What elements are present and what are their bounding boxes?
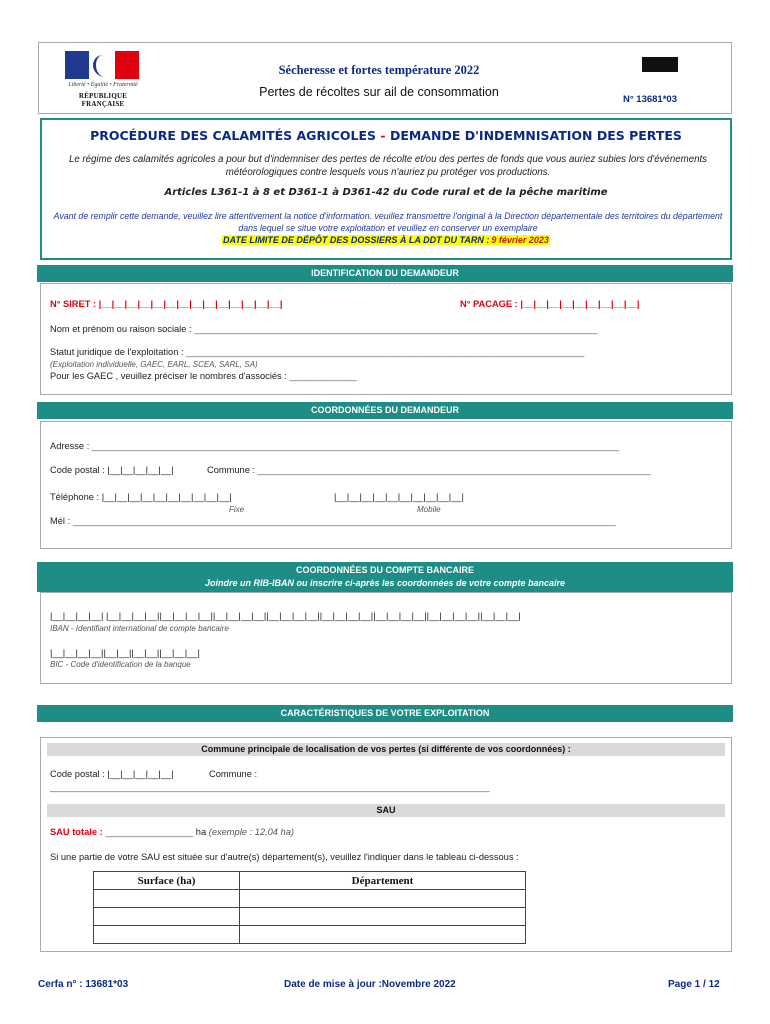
coordinates-box [40, 421, 732, 549]
footer-cerfa: Cerfa n° : 13681*03 [38, 979, 129, 990]
surface-cell[interactable] [94, 926, 240, 944]
surface-header: Surface (ha) [94, 872, 240, 890]
loss-commune-line: _____________________________________________________________________________________ [50, 782, 490, 792]
footer-page-number: Page 1 / 12 [668, 979, 720, 990]
loss-postal-code-field[interactable]: Code postal : |__|__|__|__|__| [50, 769, 174, 779]
bank-title: COORDONNÉES DU COMPTE BANCAIRE [295, 565, 474, 575]
procedure-box [40, 118, 732, 260]
surface-cell[interactable] [94, 890, 240, 908]
surface-cell[interactable] [94, 908, 240, 926]
pacage-field[interactable]: N° PACAGE : |__|__|__|__|__|__|__|__|__| [460, 299, 640, 309]
deadline-banner [42, 235, 730, 245]
bank-subtitle: Joindre un RIB-IBAN ou inscrire ci-après les coordonnées de votre compte bancaire [204, 578, 566, 588]
status-hint: (Exploitation individuelle, GAEC, EARL, SCEA, SARL, SA) [50, 360, 258, 369]
marianne-flag-icon [65, 51, 139, 79]
postal-code-field[interactable]: Code postal : |__|__|__|__|__| [50, 465, 174, 475]
table-row [94, 926, 526, 944]
procedure-articles: Articles L361-1 à 8 et D361-1 à D361-42 du Code rural et de la pêche maritime [164, 187, 608, 198]
sau-other-text: Si une partie de votre SAU est située sur d'autre(s) département(s), veuillez l'indiquer dans le tableau ci-dessous : [50, 852, 519, 862]
iban-hint: IBAN - Identifiant international de compte bancaire [50, 624, 229, 633]
identification-box [40, 283, 732, 395]
form-header [38, 42, 732, 114]
bic-field[interactable]: |__|__|__|__||__|__||__|__||__|__|__| [50, 648, 200, 658]
identification-bar: IDENTIFICATION DU DEMANDEUR [37, 265, 733, 282]
table-row [94, 908, 526, 926]
iban-field[interactable]: |__|__|__|__| |__|__|__|__||__|__|__|__||__|__|__|__||__|__|__|__||__|__|__|__||__|__|__|__||__|__|__|__||__|__|__| [50, 611, 521, 621]
procedure-title: PROCÉDURE DES CALAMITÉS AGRICOLES - DEMANDE D'INDEMNISATION DES PERTES [90, 128, 682, 143]
gaec-field[interactable]: Pour les GAEC , veuillez préciser le nombres d'associés : _____________ [50, 371, 357, 381]
mail-field[interactable]: Mél : _________________________________________________________________________________________________________ [50, 516, 616, 526]
mobile-label: Mobile [417, 505, 441, 514]
address-field[interactable]: Adresse : ______________________________________________________________________________________________________ [50, 441, 620, 451]
commune-bar: Commune principale de localisation de vos pertes (si différente de vos coordonnées) : [47, 743, 725, 756]
cerfa-number: N° 13681*03 [623, 94, 677, 105]
loss-commune-field[interactable]: Commune : [209, 769, 258, 779]
sau-department-table [93, 871, 526, 944]
bank-bar [37, 562, 733, 592]
sau-total-field[interactable]: SAU totale : _________________ ha (exemple : 12,04 ha) [50, 827, 294, 837]
deadline-label: DATE LIMITE DE DÉPÔT DES DOSSIERS À LA DDT DU TARN : [223, 235, 490, 245]
procedure-intro: Le régime des calamités agricoles a pour but d'indemniser des pertes de récolte et/ou des pertes de fonds que vous auriez subies lors d'événements météorologiques contre lesquels vous n'auriez pu protéger vos productions. [68, 154, 708, 178]
exploitation-box [40, 737, 732, 952]
bic-hint: BIC - Code d'identification de la banque [50, 660, 191, 669]
siret-field[interactable]: N° SIRET : |__|__|__|__|__|__|__|__|__|__|__|__|__|__| [50, 299, 283, 309]
department-cell[interactable] [240, 908, 526, 926]
form-title: Sécheresse et fortes température 2022 [278, 63, 480, 77]
footer-update-date: Date de mise à jour :Novembre 2022 [284, 979, 456, 990]
exploitation-bar: CARACTÉRISTIQUES DE VOTRE EXPLOITATION [37, 705, 733, 722]
department-cell[interactable] [240, 890, 526, 908]
deadline-date: 9 février 2023 [491, 235, 549, 245]
name-field[interactable]: Nom et prénom ou raison sociale : ______________________________________________________________________________ [50, 324, 598, 334]
coordinates-bar: COORDONNÉES DU DEMANDEUR [37, 402, 733, 419]
department-header: Département [240, 872, 526, 890]
table-row [94, 890, 526, 908]
status-field[interactable]: Statut juridique de l'exploitation : _____________________________________________________________________________ [50, 347, 585, 357]
bank-box [40, 592, 732, 684]
phone-field[interactable]: Téléphone : |__|__|__|__|__|__|__|__|__|__| [50, 492, 232, 502]
fixe-label: Fixe [229, 505, 245, 514]
logo-republique: RÉPUBLIQUE FRANÇAISE [78, 92, 128, 108]
form-subtitle: Pertes de récoltes sur ail de consommation [259, 85, 499, 99]
commune-field[interactable]: Commune : ____________________________________________________________________________ [207, 465, 651, 475]
logo-motto: Liberté • Égalité • Fraternité [68, 82, 138, 88]
department-cell[interactable] [240, 926, 526, 944]
redacted-box [642, 57, 678, 72]
republique-francaise-logo [57, 51, 149, 107]
procedure-notice: Avant de remplir cette demande, veuillez lire attentivement la notice d'information. veuillez transmettre l'original à la Direction départementale des territoires du département dans lequel se situe votre exploitation et veuillez en conserver un exemplaire [53, 211, 723, 233]
sau-bar: SAU [47, 804, 725, 817]
mobile-field[interactable]: |__|__|__|__|__|__|__|__|__|__| [334, 492, 464, 502]
